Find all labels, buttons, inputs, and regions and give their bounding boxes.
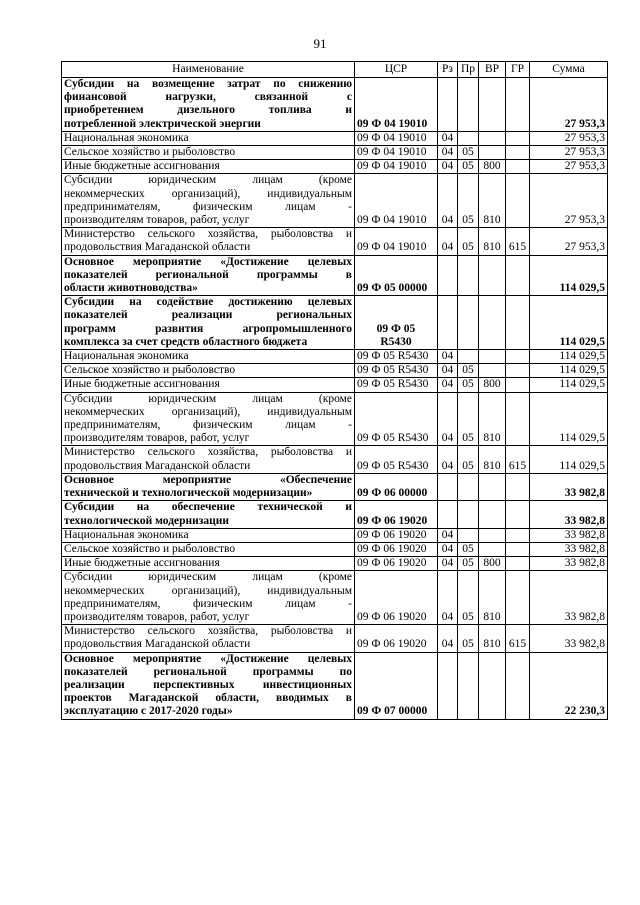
- row-csr: 09 Ф 06 19020: [355, 557, 438, 571]
- row-csr: 09 Ф 05 R5430: [355, 364, 438, 378]
- header-gr: ГР: [506, 62, 530, 78]
- table-row: [62, 542, 608, 556]
- row-pr: 05: [458, 392, 479, 446]
- table-row: [62, 392, 608, 446]
- row-csr: 09 Ф 04 19010: [355, 174, 438, 228]
- table-row: [62, 174, 608, 228]
- header-pr: Пр: [458, 62, 479, 78]
- row-vr: [479, 652, 506, 719]
- row-name-line: Иные бюджетные ассигнования: [64, 160, 220, 173]
- row-name-line: производителям товаров, работ, услуг: [64, 432, 250, 445]
- row-vr: 810: [479, 228, 506, 255]
- row-sum: 114 029,5: [530, 350, 608, 364]
- table-header-row: [62, 62, 608, 78]
- row-pr: 05: [458, 378, 479, 392]
- row-gr: [506, 78, 530, 132]
- row-pr: 05: [458, 364, 479, 378]
- row-vr: 810: [479, 392, 506, 446]
- table-row: [62, 501, 608, 528]
- row-rz: 04: [438, 378, 458, 392]
- row-sum: 114 029,5: [530, 392, 608, 446]
- row-gr: [506, 160, 530, 174]
- row-rz: 04: [438, 228, 458, 255]
- row-vr: [479, 350, 506, 364]
- table-row: [62, 652, 608, 719]
- row-vr: 810: [479, 174, 506, 228]
- header-name: Наименование: [62, 62, 355, 78]
- row-sum: 27 953,3: [530, 160, 608, 174]
- row-gr: [506, 296, 530, 350]
- row-name: [62, 228, 355, 255]
- row-gr: 615: [506, 446, 530, 473]
- row-name: [62, 446, 355, 473]
- row-vr: 800: [479, 160, 506, 174]
- row-vr: [479, 255, 506, 296]
- row-name-line: Основное мероприятие «Обеспечение: [64, 473, 352, 486]
- row-sum: 114 029,5: [530, 446, 608, 473]
- row-name-line: финансовой нагрузки, связанной с: [64, 91, 352, 104]
- row-name: [62, 501, 355, 528]
- row-name: [62, 571, 355, 625]
- row-csr: [355, 296, 438, 350]
- row-name: [62, 131, 355, 145]
- row-name-line: Министерство сельского хозяйства, рыболовства и: [64, 446, 352, 459]
- row-pr: 05: [458, 557, 479, 571]
- table-row: [62, 446, 608, 473]
- row-rz: [438, 296, 458, 350]
- row-csr: 09 Ф 05 R5430: [355, 350, 438, 364]
- row-gr: [506, 528, 530, 542]
- row-name-line: Сельское хозяйство и рыболовство: [64, 542, 236, 555]
- row-rz: 04: [438, 174, 458, 228]
- row-rz: [438, 501, 458, 528]
- row-csr: 09 Ф 04 19010: [355, 78, 438, 132]
- row-pr: 05: [458, 174, 479, 228]
- row-name-line: эксплуатацию с 2017-2020 годы»: [64, 705, 233, 718]
- row-name-line: предпринимателям, физическим лицам -: [64, 419, 352, 432]
- row-name: [62, 625, 355, 652]
- row-csr: 09 Ф 04 19010: [355, 146, 438, 160]
- row-sum: 33 982,8: [530, 625, 608, 652]
- row-vr: [479, 528, 506, 542]
- row-rz: 04: [438, 131, 458, 145]
- row-name-line: Основное мероприятие «Достижение целевых: [64, 255, 352, 268]
- row-name-line: Субсидии на обеспечение технической и: [64, 501, 352, 514]
- row-vr: 810: [479, 571, 506, 625]
- row-name-line: продовольствия Магаданской области: [64, 459, 251, 472]
- table-row: [62, 528, 608, 542]
- row-name: [62, 296, 355, 350]
- row-name-line: Национальная экономика: [64, 528, 189, 541]
- row-vr: [479, 501, 506, 528]
- row-sum: 27 953,3: [530, 78, 608, 132]
- row-rz: 04: [438, 350, 458, 364]
- row-name-line: комплекса за счет средств областного бюджета: [64, 335, 308, 348]
- row-csr: 09 Ф 06 19020: [355, 625, 438, 652]
- row-gr: [506, 378, 530, 392]
- row-name-line: Министерство сельского хозяйства, рыболовства и: [64, 228, 352, 241]
- table-row: [62, 296, 608, 350]
- row-name-line: приобретением дизельного топлива и: [64, 104, 352, 117]
- row-gr: [506, 255, 530, 296]
- row-pr: [458, 131, 479, 145]
- row-sum: 27 953,3: [530, 228, 608, 255]
- row-pr: [458, 296, 479, 350]
- row-name-line: проектов Магаданской области, вводимых в: [64, 692, 352, 705]
- row-name: [62, 255, 355, 296]
- row-name: [62, 557, 355, 571]
- table-row: [62, 557, 608, 571]
- row-sum: 33 982,8: [530, 571, 608, 625]
- row-csr: 09 Ф 04 19010: [355, 160, 438, 174]
- row-rz: 04: [438, 146, 458, 160]
- table-row: [62, 625, 608, 652]
- table-row: [62, 350, 608, 364]
- row-name: [62, 542, 355, 556]
- row-name-line: производителям товаров, работ, услуг: [64, 214, 250, 227]
- row-name: [62, 160, 355, 174]
- table-row: [62, 364, 608, 378]
- row-name-line: Основное мероприятие «Достижение целевых: [64, 652, 352, 665]
- row-sum: 27 953,3: [530, 146, 608, 160]
- row-name: [62, 473, 355, 500]
- row-csr: 09 Ф 05 R5430: [355, 378, 438, 392]
- row-name-line: Министерство сельского хозяйства, рыболовства и: [64, 625, 352, 638]
- row-pr: 05: [458, 542, 479, 556]
- row-name-line: предпринимателям, физическим лицам -: [64, 597, 352, 610]
- row-vr: 800: [479, 378, 506, 392]
- row-sum: 114 029,5: [530, 364, 608, 378]
- row-name-line: производителям товаров, работ, услуг: [64, 610, 250, 623]
- row-name: [62, 78, 355, 132]
- row-gr: 615: [506, 228, 530, 255]
- row-csr: 09 Ф 04 19010: [355, 131, 438, 145]
- row-name-line: Сельское хозяйство и рыболовство: [64, 146, 236, 159]
- row-csr: 09 Ф 05 R5430: [355, 392, 438, 446]
- row-name: [62, 174, 355, 228]
- row-rz: [438, 78, 458, 132]
- table-row: [62, 160, 608, 174]
- row-rz: [438, 652, 458, 719]
- row-rz: 04: [438, 160, 458, 174]
- row-name-line: показателей региональной программы по: [64, 665, 352, 678]
- table-row: [62, 473, 608, 500]
- row-name-line: продовольствия Магаданской области: [64, 638, 251, 651]
- row-gr: 615: [506, 625, 530, 652]
- row-csr: 09 Ф 05 00000: [355, 255, 438, 296]
- budget-table: [61, 61, 608, 720]
- header-csr: ЦСР: [355, 62, 438, 78]
- row-vr: 810: [479, 446, 506, 473]
- row-pr: [458, 501, 479, 528]
- row-rz: 04: [438, 571, 458, 625]
- row-name-line: потребленной электрической энергии: [64, 117, 261, 130]
- row-sum: 33 982,8: [530, 501, 608, 528]
- row-pr: [458, 652, 479, 719]
- row-csr-line: 09 Ф 05: [376, 322, 416, 335]
- row-pr: [458, 528, 479, 542]
- header-rz: Рз: [438, 62, 458, 78]
- row-pr: 05: [458, 625, 479, 652]
- row-name-line: реализации перспективных инвестиционных: [64, 678, 352, 691]
- row-name-line: области животноводства»: [64, 282, 198, 295]
- table-row: [62, 378, 608, 392]
- row-vr: [479, 473, 506, 500]
- row-vr: [479, 131, 506, 145]
- row-csr: 09 Ф 06 19020: [355, 571, 438, 625]
- row-vr: [479, 542, 506, 556]
- row-vr: [479, 78, 506, 132]
- row-name-line: технологической модернизации: [64, 514, 230, 527]
- row-name-line: показателей реализации региональных: [64, 309, 352, 322]
- row-name-line: некоммерческих организаций), индивидуальным: [64, 584, 352, 597]
- row-sum: 22 230,3: [530, 652, 608, 719]
- table-row: [62, 78, 608, 132]
- row-csr: 09 Ф 07 00000: [355, 652, 438, 719]
- row-name-line: Иные бюджетные ассигнования: [64, 557, 220, 570]
- row-name-line: Иные бюджетные ассигнования: [64, 378, 220, 391]
- header-vr: ВР: [479, 62, 506, 78]
- row-gr: [506, 542, 530, 556]
- row-sum: 33 982,8: [530, 557, 608, 571]
- row-rz: [438, 255, 458, 296]
- row-name-line: Субсидии юридическим лицам (кроме: [64, 571, 352, 584]
- row-name: [62, 652, 355, 719]
- row-name-line: Субсидии на содействие достижению целевых: [64, 296, 352, 309]
- row-pr: 05: [458, 146, 479, 160]
- row-gr: [506, 146, 530, 160]
- row-gr: [506, 652, 530, 719]
- row-name-line: Субсидии юридическим лицам (кроме: [64, 392, 352, 405]
- table-row: [62, 571, 608, 625]
- row-pr: 05: [458, 228, 479, 255]
- row-name: [62, 146, 355, 160]
- row-rz: 04: [438, 528, 458, 542]
- row-name-line: Национальная экономика: [64, 350, 189, 363]
- row-sum: 33 982,8: [530, 542, 608, 556]
- table-body: [62, 78, 608, 720]
- row-gr: [506, 557, 530, 571]
- row-pr: [458, 350, 479, 364]
- row-name-line: программ развития агропромышленного: [64, 322, 352, 335]
- row-name-line: Национальная экономика: [64, 131, 189, 144]
- row-name: [62, 528, 355, 542]
- row-csr: 09 Ф 06 00000: [355, 473, 438, 500]
- table-row: [62, 255, 608, 296]
- row-csr: 09 Ф 05 R5430: [355, 446, 438, 473]
- row-pr: 05: [458, 571, 479, 625]
- row-rz: 04: [438, 446, 458, 473]
- table-row: [62, 228, 608, 255]
- row-vr: [479, 146, 506, 160]
- row-name-line: некоммерческих организаций), индивидуальным: [64, 405, 352, 418]
- row-name-line: показателей региональной программы в: [64, 268, 352, 281]
- row-sum: 27 953,3: [530, 174, 608, 228]
- row-vr: 810: [479, 625, 506, 652]
- row-rz: 04: [438, 542, 458, 556]
- row-csr: 09 Ф 06 19020: [355, 542, 438, 556]
- row-pr: 05: [458, 160, 479, 174]
- row-rz: 04: [438, 557, 458, 571]
- row-name-line: Сельское хозяйство и рыболовство: [64, 364, 236, 377]
- row-gr: [506, 350, 530, 364]
- row-name: [62, 350, 355, 364]
- row-gr: [506, 392, 530, 446]
- row-name-line: Субсидии на возмещение затрат по снижению: [64, 78, 352, 90]
- row-sum: 33 982,8: [530, 528, 608, 542]
- row-csr: 09 Ф 04 19010: [355, 228, 438, 255]
- row-name-line: продовольствия Магаданской области: [64, 241, 251, 254]
- row-name-line: предпринимателям, физическим лицам -: [64, 200, 352, 213]
- row-gr: [506, 131, 530, 145]
- row-csr: 09 Ф 06 19020: [355, 501, 438, 528]
- row-vr: 800: [479, 557, 506, 571]
- row-rz: [438, 473, 458, 500]
- row-sum: 114 029,5: [530, 255, 608, 296]
- row-sum: 33 982,8: [530, 473, 608, 500]
- row-name-line: некоммерческих организаций), индивидуальным: [64, 187, 352, 200]
- row-sum: 114 029,5: [530, 296, 608, 350]
- row-rz: 04: [438, 625, 458, 652]
- row-rz: 04: [438, 392, 458, 446]
- row-sum: 27 953,3: [530, 131, 608, 145]
- table-row: [62, 131, 608, 145]
- row-vr: [479, 296, 506, 350]
- row-sum: 114 029,5: [530, 378, 608, 392]
- row-gr: [506, 571, 530, 625]
- page-number: 91: [313, 36, 327, 51]
- table-row: [62, 146, 608, 160]
- row-gr: [506, 501, 530, 528]
- row-pr: [458, 473, 479, 500]
- row-csr-line: R5430: [380, 335, 412, 348]
- row-vr: [479, 364, 506, 378]
- row-name: [62, 364, 355, 378]
- row-rz: 04: [438, 364, 458, 378]
- row-pr: 05: [458, 446, 479, 473]
- row-gr: [506, 174, 530, 228]
- row-pr: [458, 78, 479, 132]
- row-pr: [458, 255, 479, 296]
- row-gr: [506, 473, 530, 500]
- row-name: [62, 378, 355, 392]
- row-csr: 09 Ф 06 19020: [355, 528, 438, 542]
- row-name-line: Субсидии юридическим лицам (кроме: [64, 174, 352, 187]
- row-name-line: технической и технологической модернизации»: [64, 487, 313, 500]
- row-gr: [506, 364, 530, 378]
- row-name: [62, 392, 355, 446]
- header-sum: Сумма: [530, 62, 608, 78]
